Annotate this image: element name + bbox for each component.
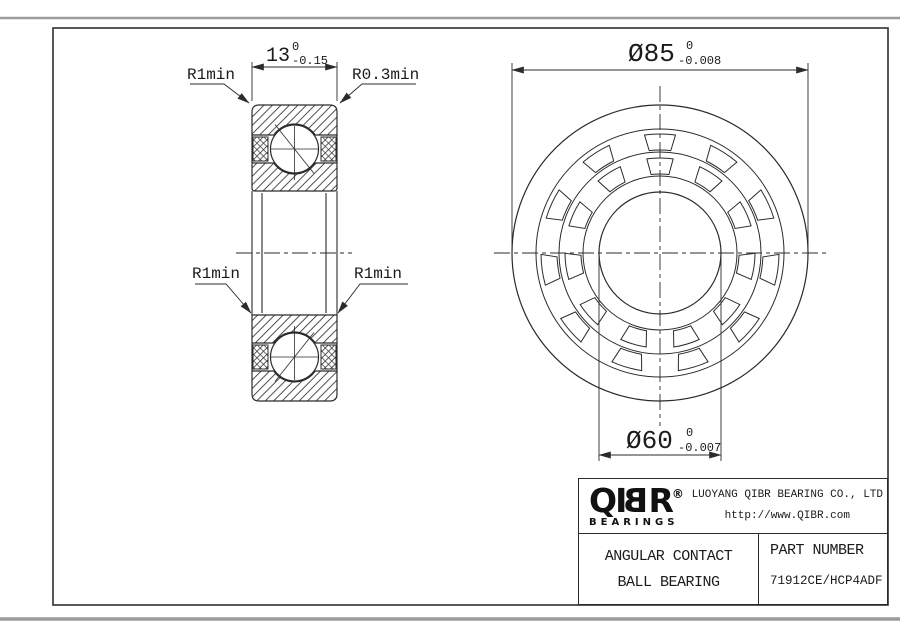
- dimension-width: [252, 40, 337, 101]
- cage-section-top-right: [321, 137, 336, 161]
- tolerance-lower: -0.15: [292, 54, 329, 68]
- tolerance-upper: 0: [292, 40, 300, 54]
- product-line1: ANGULAR CONTACT: [604, 547, 733, 565]
- registered-trademark-icon: ®: [671, 487, 684, 501]
- cage-section-bottom-left: [253, 345, 268, 369]
- cage-pocket: [583, 145, 614, 172]
- product-description: [579, 534, 759, 604]
- tolerance-upper: 0: [686, 426, 694, 440]
- dimension-value: Ø60: [626, 426, 673, 456]
- dimension-value: Ø85: [628, 39, 675, 69]
- dimension-bore-diameter: [599, 249, 721, 461]
- logo-letter: R: [648, 481, 672, 520]
- logo-letter: I: [615, 481, 626, 520]
- cage-pocket: [674, 326, 700, 347]
- callout-r1min-top-left: R1min: [187, 66, 236, 84]
- cage-pocket: [749, 190, 774, 220]
- part-number-label: PART NUMBER: [770, 542, 864, 559]
- cage-pocket: [561, 312, 590, 342]
- tolerance-lower: -0.008: [678, 54, 722, 68]
- cage-pocket: [580, 298, 606, 325]
- title-block-body: [579, 534, 887, 604]
- title-block-header: [579, 479, 887, 534]
- logo-letter-mirrored-b: B: [625, 481, 649, 520]
- cage-pocket: [714, 298, 740, 325]
- callout-r03min-top-right: R0.3min: [352, 66, 420, 84]
- front-view: [494, 86, 828, 426]
- cage-pocket: [621, 326, 647, 347]
- cage-section-bottom-right: [321, 345, 336, 369]
- company-info: [692, 485, 887, 527]
- part-number-cell: [759, 534, 887, 604]
- part-number-value: 71912CE/HCP4ADF: [770, 574, 883, 588]
- qibr-logo: [579, 481, 692, 528]
- logo-wordmark: [589, 481, 692, 520]
- tolerance-lower: -0.007: [678, 441, 722, 455]
- callout-r1min-mid-right: R1min: [354, 265, 403, 283]
- callout-r1min-mid-left: R1min: [192, 265, 241, 283]
- logo-subtitle: BEARINGS: [589, 517, 679, 528]
- tolerance-upper: 0: [686, 39, 694, 53]
- cage-pocket: [546, 190, 571, 220]
- logo-letter: Q: [589, 481, 616, 520]
- product-line2: BALL BEARING: [617, 573, 720, 591]
- cage-section-top-left: [253, 137, 268, 161]
- cage-pocket: [541, 254, 560, 285]
- dimension-value: 13: [266, 45, 291, 68]
- cage-pocket-bands: [541, 134, 779, 371]
- company-name: LUOYANG QIBR BEARING CO., LTD: [691, 489, 883, 502]
- section-view: [236, 105, 352, 401]
- cage-pocket: [706, 145, 737, 172]
- cage-pocket: [736, 253, 755, 279]
- cage-pocket: [730, 312, 759, 342]
- cage-pocket: [760, 254, 779, 285]
- cage-pocket: [565, 253, 584, 279]
- title-block: [578, 478, 888, 605]
- company-website: http://www.QIBR.com: [724, 510, 850, 522]
